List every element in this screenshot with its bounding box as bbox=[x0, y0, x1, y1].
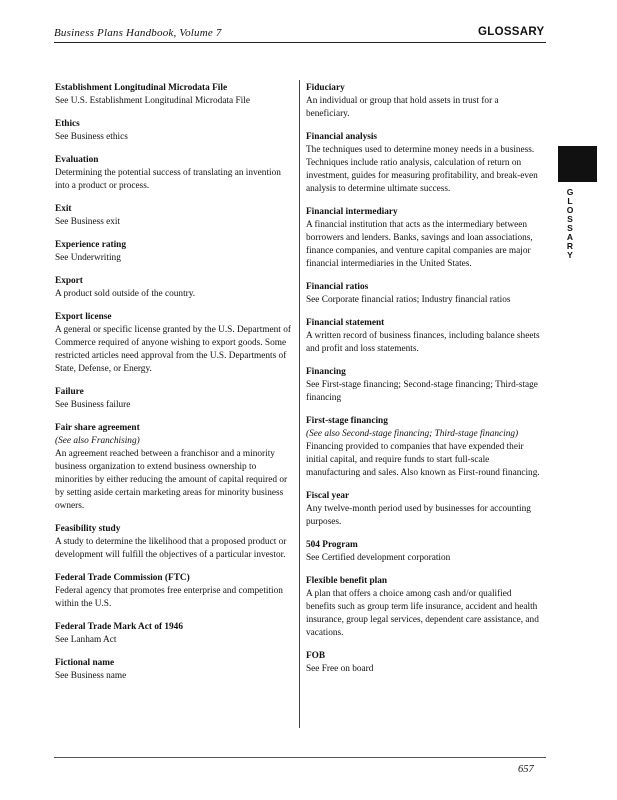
glossary-term: Export license bbox=[55, 312, 112, 322]
glossary-entry bbox=[306, 539, 542, 565]
glossary-term: FOB bbox=[306, 651, 326, 661]
glossary-entry bbox=[306, 366, 542, 405]
left-column bbox=[55, 82, 291, 683]
glossary-term: Financial intermediary bbox=[306, 207, 398, 217]
glossary-definition: See First-stage financing; Second-stage financing; Third-stage financing bbox=[306, 380, 538, 403]
glossary-entry bbox=[306, 131, 542, 196]
glossary-term: Financial ratios bbox=[306, 282, 369, 292]
glossary-definition: An individual or group that hold assets in trust for a beneficiary. bbox=[306, 96, 499, 119]
glossary-term: Fiduciary bbox=[306, 83, 345, 93]
glossary-entry bbox=[306, 206, 542, 271]
glossary-definition: Determining the potential success of translating an invention into a product or process. bbox=[55, 168, 281, 191]
glossary-term: Experience rating bbox=[55, 240, 127, 250]
glossary-entry bbox=[306, 650, 542, 676]
glossary-definition: See Underwriting bbox=[55, 253, 121, 263]
glossary-definition: A plan that offers a choice among cash and/or qualified benefits such as group term life insurance, accident and health insurance, group legal services, dependent care assistance, and vacations. bbox=[306, 589, 539, 638]
glossary-definition: An agreement reached between a franchisor and a minority business organization to extend business ownership to minorities by either reducing the amount of capital required or by setting aside certain marketing areas for minority business owners. bbox=[55, 449, 288, 511]
glossary-entry bbox=[55, 154, 291, 193]
footer-rule bbox=[54, 757, 546, 758]
glossary-entry bbox=[55, 572, 291, 611]
glossary-definition: A general or specific license granted by the U.S. Department of Commerce required of anyone wishing to export goods. Some restricted articles need approval from the U.S. Departments of State, Defense, or Energy. bbox=[55, 325, 291, 374]
glossary-definition: A financial institution that acts as the intermediary between borrowers and lenders. Banks, savings and loan associations, finance companies, and venture capital companies are major financial intermediaries in the United States. bbox=[306, 220, 533, 269]
book-title: Business Plans Handbook, Volume 7 bbox=[54, 27, 222, 39]
section-tab-label: GLOSSARY bbox=[566, 187, 574, 260]
glossary-entry bbox=[55, 239, 291, 265]
glossary-entry bbox=[55, 118, 291, 144]
glossary-definition: See Business failure bbox=[55, 400, 131, 410]
glossary-definition: A study to determine the likelihood that a proposed product or development will fulfill the objectives of a particular investor. bbox=[55, 537, 287, 560]
glossary-term: Federal Trade Mark Act of 1946 bbox=[55, 622, 183, 632]
glossary-entry bbox=[55, 621, 291, 647]
header-rule bbox=[54, 42, 546, 43]
glossary-term: Financing bbox=[306, 367, 346, 377]
glossary-definition: The techniques used to determine money needs in a business. Techniques include ratio analysis, calculation of return on investment, guides for measuring profitability, and break-even analysis to determine ultimate success. bbox=[306, 145, 538, 194]
glossary-entry bbox=[306, 490, 542, 529]
glossary-entry bbox=[55, 275, 291, 301]
glossary-definition: See Business name bbox=[55, 671, 127, 681]
glossary-definition: See U.S. Establishment Longitudinal Microdata File bbox=[55, 96, 250, 106]
page-number: 657 bbox=[518, 764, 534, 775]
glossary-see-also-note: (See also Franchising) bbox=[55, 436, 140, 446]
glossary-term: Federal Trade Commission (FTC) bbox=[55, 573, 190, 583]
glossary-term: Evaluation bbox=[55, 155, 99, 165]
glossary-definition: See Corporate financial ratios; Industry financial ratios bbox=[306, 295, 511, 305]
glossary-entry bbox=[55, 311, 291, 376]
column-divider bbox=[299, 80, 300, 728]
glossary-term: Exit bbox=[55, 204, 72, 214]
glossary-entry bbox=[55, 523, 291, 562]
glossary-definition: See Free on board bbox=[306, 664, 374, 674]
glossary-term: Ethics bbox=[55, 119, 80, 129]
glossary-term: Establishment Longitudinal Microdata File bbox=[55, 83, 228, 93]
glossary-definition: See Business ethics bbox=[55, 132, 128, 142]
glossary-term: Fair share agreement bbox=[55, 423, 140, 433]
glossary-entry bbox=[55, 657, 291, 683]
glossary-definition: Financing provided to companies that have expended their initial capital, and require funds to start full-scale manufacturing and sales. Also known as First-round financing. bbox=[306, 442, 540, 478]
section-title: GLOSSARY bbox=[478, 26, 545, 38]
glossary-term: Financial statement bbox=[306, 318, 385, 328]
glossary-entry bbox=[55, 386, 291, 412]
glossary-term: Flexible benefit plan bbox=[306, 576, 388, 586]
glossary-entry bbox=[55, 82, 291, 108]
glossary-entry bbox=[306, 575, 542, 640]
glossary-term: First-stage financing bbox=[306, 416, 388, 426]
glossary-entry bbox=[55, 422, 291, 513]
glossary-term: Fiscal year bbox=[306, 491, 350, 501]
glossary-term: Fictional name bbox=[55, 658, 115, 668]
glossary-definition: Any twelve-month period used by businesses for accounting purposes. bbox=[306, 504, 531, 527]
glossary-definition: See Business exit bbox=[55, 217, 121, 227]
glossary-term: 504 Program bbox=[306, 540, 358, 550]
glossary-term: Export bbox=[55, 276, 83, 286]
glossary-definition: A product sold outside of the country. bbox=[55, 289, 196, 299]
glossary-term: Feasibility study bbox=[55, 524, 121, 534]
glossary-entry bbox=[306, 82, 542, 121]
glossary-entry bbox=[306, 415, 542, 480]
glossary-term: Failure bbox=[55, 387, 84, 397]
glossary-definition: Federal agency that promotes free enterprise and competition within the U.S. bbox=[55, 586, 283, 609]
glossary-definition: A written record of business finances, including balance sheets and profit and loss statements. bbox=[306, 331, 540, 354]
glossary-entry bbox=[306, 281, 542, 307]
right-column bbox=[306, 82, 542, 676]
glossary-entry bbox=[55, 203, 291, 229]
glossary-entry bbox=[306, 317, 542, 356]
glossary-definition: See Lanham Act bbox=[55, 635, 117, 645]
glossary-see-also-note: (See also Second-stage financing; Third-stage financing) bbox=[306, 429, 519, 439]
section-tab-block bbox=[558, 146, 597, 182]
glossary-definition: See Certified development corporation bbox=[306, 553, 451, 563]
glossary-term: Financial analysis bbox=[306, 132, 378, 142]
